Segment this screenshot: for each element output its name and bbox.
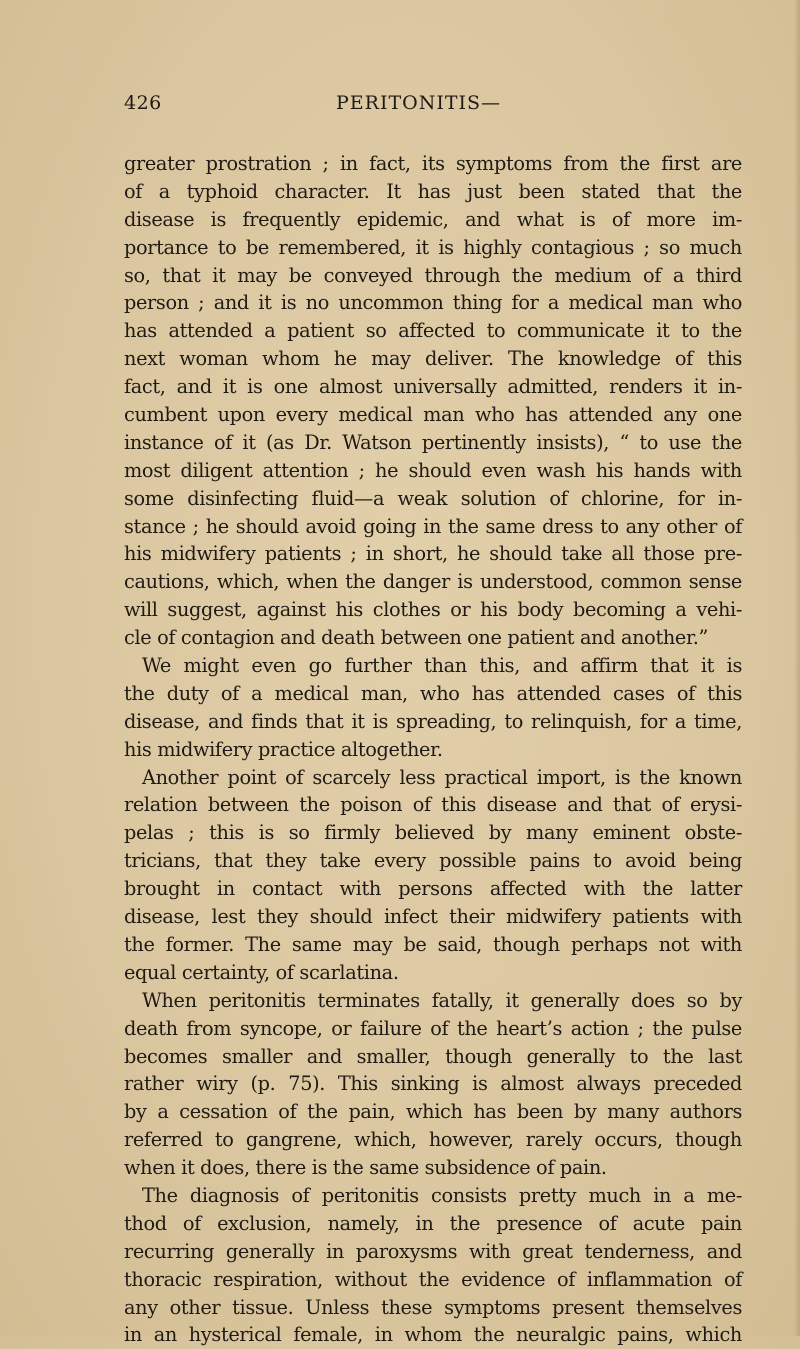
text-line: any other tissue. Unless these symptoms present themselves (124, 1295, 742, 1319)
text-line: becomes smaller and smaller, though generally to the last (124, 1044, 742, 1068)
text-line: greater prostration ; in fact, its symptoms from the first are (124, 152, 742, 175)
text-line: equal certainty, of scarlatina. (124, 960, 399, 984)
text-line: rather wiry (p. 75). This sinking is almost always preceded (124, 1072, 742, 1096)
text-line: so, that it may be conveyed through the medium of a third (124, 263, 742, 287)
text-line: portance to be remembered, it is highly contagious ; so much (124, 235, 742, 259)
text-line: his midwifery patients ; in short, he should take all those pre- (124, 542, 742, 566)
text-line: tricians, that they take every possible pains to avoid being (124, 849, 742, 873)
text-line: the duty of a medical man, who has attended cases of this (124, 681, 742, 705)
text-line: pelas ; this is so firmly believed by many eminent obste- (124, 821, 742, 845)
text-line: We might even go further than this, and affirm that it is (142, 654, 742, 678)
text-line: recurring generally in paroxysms with great tenderness, and (124, 1239, 742, 1263)
text-line: most diligent attention ; he should even wash his hands with (124, 458, 742, 482)
text-line: thoracic respiration, without the evidence of inflammation of (124, 1267, 742, 1291)
text-line: instance of it (as Dr. Watson pertinently insists), “ to use the (124, 430, 742, 454)
text-line: will suggest, against his clothes or his body becoming a vehi- (124, 598, 742, 622)
text-line: some disinfecting fluid—a weak solution of chlorine, for in- (124, 486, 742, 510)
text-line: disease is frequently epidemic, and what is of more im- (124, 207, 742, 231)
text-line: the former. The same may be said, though perhaps not with (124, 932, 742, 956)
text-line: brought in contact with persons affected with the latter (124, 877, 742, 901)
text-line: his midwifery practice altogether. (124, 737, 443, 761)
body-text (124, 150, 742, 1349)
page-edge-shadow (794, 0, 800, 1336)
text-line: referred to gangrene, which, however, rarely occurs, though (124, 1128, 742, 1152)
text-line: The diagnosis of peritonitis consists pretty much in a me- (142, 1183, 742, 1207)
text-line: cumbent upon every medical man who has attended any one (124, 403, 742, 427)
text-line: disease, and finds that it is spreading, to relinquish, for a time, (124, 709, 742, 733)
text-line: relation between the poison of this disease and that of erysi- (124, 793, 742, 817)
page-header (124, 92, 744, 122)
text-line: disease, lest they should infect their midwifery patients with (124, 905, 742, 929)
text-line: fact, and it is one almost universally admitted, renders it in- (124, 375, 742, 399)
text-line: person ; and it is no uncommon thing for a medical man who (124, 291, 742, 315)
text-line: death from syncope, or failure of the heart’s action ; the pulse (124, 1016, 742, 1040)
text-line: has attended a patient so affected to communicate it to the (124, 319, 742, 343)
text-line: stance ; he should avoid going in the same dress to any other of (124, 514, 742, 538)
page-number: 426 (124, 92, 162, 114)
text-line: cle of contagion and death between one patient and another.” (124, 626, 709, 650)
text-line: thod of exclusion, namely, in the presence of acute pain (124, 1211, 742, 1235)
text-line: of a typhoid character. It has just been stated that the (124, 179, 742, 203)
text-line: cautions, which, when the danger is understood, common sense (124, 570, 742, 594)
text-line: next woman whom he may deliver. The knowledge of this (124, 347, 742, 371)
text-line: Another point of scarcely less practical import, is the known (142, 765, 742, 789)
running-head: PERITONITIS— (336, 92, 502, 114)
text-line: by a cessation of the pain, which has been by many authors (124, 1100, 742, 1124)
text-line: in an hysterical female, in whom the neuralgic pains, which (124, 1323, 742, 1347)
text-line: When peritonitis terminates fatally, it generally does so by (142, 988, 742, 1012)
text-line: when it does, there is the same subsidence of pain. (124, 1156, 607, 1180)
